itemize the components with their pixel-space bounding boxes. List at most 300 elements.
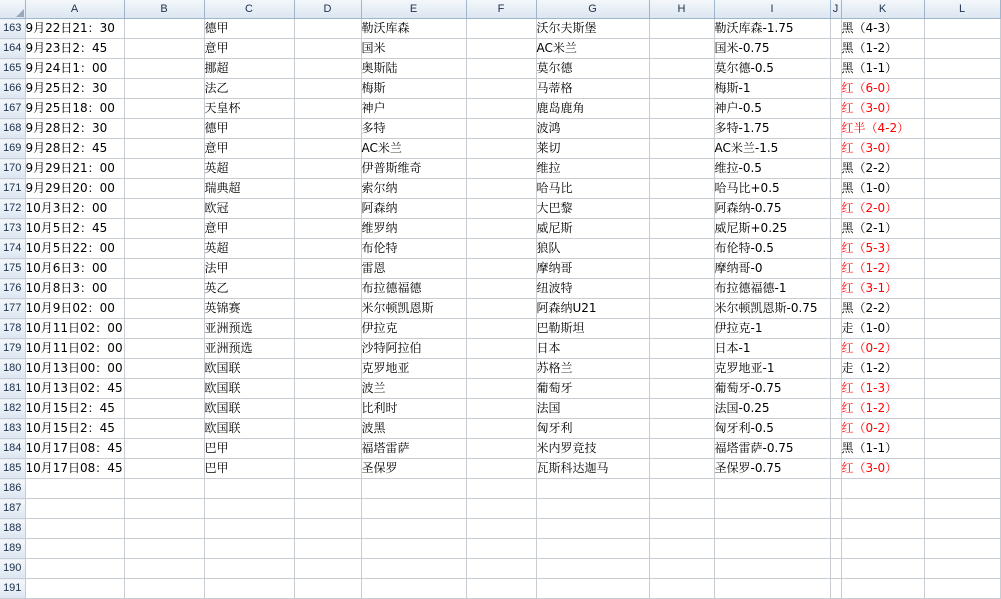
cell-C181[interactable]: 欧国联	[204, 379, 294, 399]
cell-F165[interactable]	[466, 59, 536, 79]
cell-H186[interactable]	[649, 479, 714, 499]
cell-K191[interactable]	[841, 579, 924, 599]
cell-A188[interactable]	[25, 519, 124, 539]
cell-B183[interactable]	[124, 419, 204, 439]
cell-F181[interactable]	[466, 379, 536, 399]
cell-E190[interactable]	[361, 559, 466, 579]
cell-D180[interactable]	[294, 359, 361, 379]
cell-F173[interactable]	[466, 219, 536, 239]
cell-C186[interactable]	[204, 479, 294, 499]
cell-A173[interactable]: 10月5日2：45	[25, 219, 124, 239]
cell-H189[interactable]	[649, 539, 714, 559]
cell-J168[interactable]	[830, 119, 841, 139]
cell-J174[interactable]	[830, 239, 841, 259]
cell-D169[interactable]	[294, 139, 361, 159]
cell-G182[interactable]: 法国	[536, 399, 649, 419]
cell-G172[interactable]: 大巴黎	[536, 199, 649, 219]
cell-L184[interactable]	[924, 439, 1000, 459]
cell-G166[interactable]: 马蒂格	[536, 79, 649, 99]
select-all-corner[interactable]	[0, 0, 25, 19]
cell-K185[interactable]: 红（3-0）	[841, 459, 924, 479]
cell-E178[interactable]: 伊拉克	[361, 319, 466, 339]
cell-G171[interactable]: 哈马比	[536, 179, 649, 199]
cell-F177[interactable]	[466, 299, 536, 319]
cell-H187[interactable]	[649, 499, 714, 519]
cell-E181[interactable]: 波兰	[361, 379, 466, 399]
cell-I187[interactable]	[714, 499, 830, 519]
cell-D171[interactable]	[294, 179, 361, 199]
cell-D178[interactable]	[294, 319, 361, 339]
cell-A179[interactable]: 10月11日02：00	[25, 339, 124, 359]
row-header[interactable]: 181	[0, 379, 25, 399]
cell-B191[interactable]	[124, 579, 204, 599]
cell-E188[interactable]	[361, 519, 466, 539]
table-row[interactable]	[0, 139, 1000, 159]
column-header-G[interactable]: G	[536, 0, 649, 19]
table-row[interactable]	[0, 419, 1000, 439]
cell-A163[interactable]: 9月22日21：30	[25, 19, 124, 39]
cell-C167[interactable]: 天皇杯	[204, 99, 294, 119]
cell-J164[interactable]	[830, 39, 841, 59]
table-row[interactable]	[0, 119, 1000, 139]
cell-E180[interactable]: 克罗地亚	[361, 359, 466, 379]
cell-G169[interactable]: 莱切	[536, 139, 649, 159]
cell-F183[interactable]	[466, 419, 536, 439]
cell-D188[interactable]	[294, 519, 361, 539]
table-row[interactable]	[0, 399, 1000, 419]
cell-A174[interactable]: 10月5日22：00	[25, 239, 124, 259]
cell-A185[interactable]: 10月17日08：45	[25, 459, 124, 479]
cell-G183[interactable]: 匈牙利	[536, 419, 649, 439]
cell-B186[interactable]	[124, 479, 204, 499]
cell-F182[interactable]	[466, 399, 536, 419]
cell-E184[interactable]: 福塔雷萨	[361, 439, 466, 459]
cell-E172[interactable]: 阿森纳	[361, 199, 466, 219]
cell-F169[interactable]	[466, 139, 536, 159]
table-row[interactable]	[0, 539, 1000, 559]
cell-C180[interactable]: 欧国联	[204, 359, 294, 379]
cell-C187[interactable]	[204, 499, 294, 519]
row-header[interactable]: 180	[0, 359, 25, 379]
cell-K174[interactable]: 红（5-3）	[841, 239, 924, 259]
row-header[interactable]: 186	[0, 479, 25, 499]
cell-A191[interactable]	[25, 579, 124, 599]
cell-G165[interactable]: 莫尔德	[536, 59, 649, 79]
cell-L178[interactable]	[924, 319, 1000, 339]
cell-G173[interactable]: 威尼斯	[536, 219, 649, 239]
cell-G177[interactable]: 阿森纳U21	[536, 299, 649, 319]
cell-C178[interactable]: 亚洲预选	[204, 319, 294, 339]
cell-K171[interactable]: 黑（1-0）	[841, 179, 924, 199]
cell-C184[interactable]: 巴甲	[204, 439, 294, 459]
cell-J178[interactable]	[830, 319, 841, 339]
cell-I179[interactable]: 日本-1	[714, 339, 830, 359]
cell-E163[interactable]: 勒沃库森	[361, 19, 466, 39]
cell-E186[interactable]	[361, 479, 466, 499]
cell-L170[interactable]	[924, 159, 1000, 179]
cell-D183[interactable]	[294, 419, 361, 439]
column-header-J[interactable]: J	[830, 0, 841, 19]
cell-H177[interactable]	[649, 299, 714, 319]
row-header[interactable]: 174	[0, 239, 25, 259]
cell-D166[interactable]	[294, 79, 361, 99]
row-header[interactable]: 184	[0, 439, 25, 459]
cell-B182[interactable]	[124, 399, 204, 419]
cell-C172[interactable]: 欧冠	[204, 199, 294, 219]
cell-J189[interactable]	[830, 539, 841, 559]
row-header[interactable]: 189	[0, 539, 25, 559]
row-header[interactable]: 170	[0, 159, 25, 179]
cell-J177[interactable]	[830, 299, 841, 319]
row-header[interactable]: 163	[0, 19, 25, 39]
cell-A183[interactable]: 10月15日2：45	[25, 419, 124, 439]
cell-L191[interactable]	[924, 579, 1000, 599]
cell-L181[interactable]	[924, 379, 1000, 399]
cell-I180[interactable]: 克罗地亚-1	[714, 359, 830, 379]
cell-J183[interactable]	[830, 419, 841, 439]
cell-E177[interactable]: 米尔顿凯恩斯	[361, 299, 466, 319]
cell-F172[interactable]	[466, 199, 536, 219]
cell-F164[interactable]	[466, 39, 536, 59]
cell-F178[interactable]	[466, 319, 536, 339]
cell-E169[interactable]: AC米兰	[361, 139, 466, 159]
cell-G170[interactable]: 维拉	[536, 159, 649, 179]
cell-A181[interactable]: 10月13日02：45	[25, 379, 124, 399]
cell-D168[interactable]	[294, 119, 361, 139]
cell-K175[interactable]: 红（1-2）	[841, 259, 924, 279]
cell-J173[interactable]	[830, 219, 841, 239]
cell-F185[interactable]	[466, 459, 536, 479]
table-row[interactable]	[0, 79, 1000, 99]
cell-H179[interactable]	[649, 339, 714, 359]
cell-H164[interactable]	[649, 39, 714, 59]
cell-D167[interactable]	[294, 99, 361, 119]
row-header[interactable]: 183	[0, 419, 25, 439]
cell-C185[interactable]: 巴甲	[204, 459, 294, 479]
table-row[interactable]	[0, 179, 1000, 199]
cell-E176[interactable]: 布拉德福德	[361, 279, 466, 299]
cell-C168[interactable]: 德甲	[204, 119, 294, 139]
cell-D189[interactable]	[294, 539, 361, 559]
column-header-C[interactable]: C	[204, 0, 294, 19]
cell-B171[interactable]	[124, 179, 204, 199]
cell-C173[interactable]: 意甲	[204, 219, 294, 239]
cell-E164[interactable]: 国米	[361, 39, 466, 59]
cell-J167[interactable]	[830, 99, 841, 119]
cell-E165[interactable]: 奥斯陆	[361, 59, 466, 79]
cell-J166[interactable]	[830, 79, 841, 99]
cell-C177[interactable]: 英锦赛	[204, 299, 294, 319]
cell-I188[interactable]	[714, 519, 830, 539]
cell-A172[interactable]: 10月3日2：00	[25, 199, 124, 219]
cell-J187[interactable]	[830, 499, 841, 519]
cell-F171[interactable]	[466, 179, 536, 199]
cell-J176[interactable]	[830, 279, 841, 299]
cell-G181[interactable]: 葡萄牙	[536, 379, 649, 399]
cell-D181[interactable]	[294, 379, 361, 399]
row-header[interactable]: 187	[0, 499, 25, 519]
cell-C163[interactable]: 德甲	[204, 19, 294, 39]
cell-G174[interactable]: 狼队	[536, 239, 649, 259]
cell-J169[interactable]	[830, 139, 841, 159]
table-row[interactable]	[0, 39, 1000, 59]
cell-H178[interactable]	[649, 319, 714, 339]
cell-L177[interactable]	[924, 299, 1000, 319]
cell-I178[interactable]: 伊拉克-1	[714, 319, 830, 339]
cell-E175[interactable]: 雷恩	[361, 259, 466, 279]
cell-K164[interactable]: 黑（1-2）	[841, 39, 924, 59]
column-header-E[interactable]: E	[361, 0, 466, 19]
cell-J172[interactable]	[830, 199, 841, 219]
cell-B181[interactable]	[124, 379, 204, 399]
cell-K167[interactable]: 红（3-0）	[841, 99, 924, 119]
cell-H171[interactable]	[649, 179, 714, 199]
cell-C188[interactable]	[204, 519, 294, 539]
cell-G191[interactable]	[536, 579, 649, 599]
column-header-H[interactable]: H	[649, 0, 714, 19]
cell-L187[interactable]	[924, 499, 1000, 519]
cell-C166[interactable]: 法乙	[204, 79, 294, 99]
cell-B190[interactable]	[124, 559, 204, 579]
cell-H168[interactable]	[649, 119, 714, 139]
cell-F170[interactable]	[466, 159, 536, 179]
cell-G185[interactable]: 瓦斯科达迦马	[536, 459, 649, 479]
cell-H184[interactable]	[649, 439, 714, 459]
cell-C183[interactable]: 欧国联	[204, 419, 294, 439]
cell-D170[interactable]	[294, 159, 361, 179]
row-header[interactable]: 188	[0, 519, 25, 539]
cell-B187[interactable]	[124, 499, 204, 519]
cell-K189[interactable]	[841, 539, 924, 559]
cell-B172[interactable]	[124, 199, 204, 219]
cell-L163[interactable]	[924, 19, 1000, 39]
cell-L183[interactable]	[924, 419, 1000, 439]
cell-L175[interactable]	[924, 259, 1000, 279]
cell-E179[interactable]: 沙特阿拉伯	[361, 339, 466, 359]
cell-L188[interactable]	[924, 519, 1000, 539]
cell-K172[interactable]: 红（2-0）	[841, 199, 924, 219]
cell-L168[interactable]	[924, 119, 1000, 139]
cell-I184[interactable]: 福塔雷萨-0.75	[714, 439, 830, 459]
table-row[interactable]	[0, 379, 1000, 399]
cell-H167[interactable]	[649, 99, 714, 119]
cell-B185[interactable]	[124, 459, 204, 479]
cell-C191[interactable]	[204, 579, 294, 599]
cell-K170[interactable]: 黑（2-2）	[841, 159, 924, 179]
cell-I186[interactable]	[714, 479, 830, 499]
cell-K182[interactable]: 红（1-2）	[841, 399, 924, 419]
cell-G184[interactable]: 米内罗竞技	[536, 439, 649, 459]
cell-B189[interactable]	[124, 539, 204, 559]
cell-D172[interactable]	[294, 199, 361, 219]
table-row[interactable]	[0, 559, 1000, 579]
table-row[interactable]	[0, 459, 1000, 479]
cell-D176[interactable]	[294, 279, 361, 299]
cell-B176[interactable]	[124, 279, 204, 299]
table-row[interactable]	[0, 339, 1000, 359]
cell-C179[interactable]: 亚洲预选	[204, 339, 294, 359]
cell-G163[interactable]: 沃尔夫斯堡	[536, 19, 649, 39]
cell-F166[interactable]	[466, 79, 536, 99]
cell-G189[interactable]	[536, 539, 649, 559]
row-header[interactable]: 191	[0, 579, 25, 599]
cell-L179[interactable]	[924, 339, 1000, 359]
cell-G179[interactable]: 日本	[536, 339, 649, 359]
cell-J180[interactable]	[830, 359, 841, 379]
cell-G175[interactable]: 摩纳哥	[536, 259, 649, 279]
cell-K176[interactable]: 红（3-1）	[841, 279, 924, 299]
cell-B163[interactable]	[124, 19, 204, 39]
cell-G164[interactable]: AC米兰	[536, 39, 649, 59]
cell-C164[interactable]: 意甲	[204, 39, 294, 59]
cell-A167[interactable]: 9月25日18：00	[25, 99, 124, 119]
row-header[interactable]: 172	[0, 199, 25, 219]
cell-H180[interactable]	[649, 359, 714, 379]
cell-F167[interactable]	[466, 99, 536, 119]
cell-B177[interactable]	[124, 299, 204, 319]
cell-I174[interactable]: 布伦特-0.5	[714, 239, 830, 259]
cell-H166[interactable]	[649, 79, 714, 99]
cell-A166[interactable]: 9月25日2：30	[25, 79, 124, 99]
column-header-F[interactable]: F	[466, 0, 536, 19]
cell-H185[interactable]	[649, 459, 714, 479]
cell-E168[interactable]: 多特	[361, 119, 466, 139]
cell-B174[interactable]	[124, 239, 204, 259]
cell-D190[interactable]	[294, 559, 361, 579]
column-header-I[interactable]: I	[714, 0, 830, 19]
cell-I175[interactable]: 摩纳哥-0	[714, 259, 830, 279]
cell-I189[interactable]	[714, 539, 830, 559]
cell-H163[interactable]	[649, 19, 714, 39]
cell-C171[interactable]: 瑞典超	[204, 179, 294, 199]
cell-J163[interactable]	[830, 19, 841, 39]
cell-H175[interactable]	[649, 259, 714, 279]
row-header[interactable]: 173	[0, 219, 25, 239]
cell-B178[interactable]	[124, 319, 204, 339]
cell-A170[interactable]: 9月29日21：00	[25, 159, 124, 179]
table-row[interactable]	[0, 359, 1000, 379]
cell-L186[interactable]	[924, 479, 1000, 499]
cell-E189[interactable]	[361, 539, 466, 559]
cell-F190[interactable]	[466, 559, 536, 579]
cell-I177[interactable]: 米尔顿凯恩斯-0.75	[714, 299, 830, 319]
cell-H176[interactable]	[649, 279, 714, 299]
cell-E174[interactable]: 布伦特	[361, 239, 466, 259]
cell-F186[interactable]	[466, 479, 536, 499]
table-row[interactable]	[0, 499, 1000, 519]
cell-L164[interactable]	[924, 39, 1000, 59]
cell-A176[interactable]: 10月8日3：00	[25, 279, 124, 299]
cell-F174[interactable]	[466, 239, 536, 259]
cell-C175[interactable]: 法甲	[204, 259, 294, 279]
cell-A165[interactable]: 9月24日1：00	[25, 59, 124, 79]
cell-E171[interactable]: 索尔纳	[361, 179, 466, 199]
cell-B169[interactable]	[124, 139, 204, 159]
cell-L180[interactable]	[924, 359, 1000, 379]
cell-K180[interactable]: 走（1-2）	[841, 359, 924, 379]
cell-H183[interactable]	[649, 419, 714, 439]
cell-F191[interactable]	[466, 579, 536, 599]
cell-L172[interactable]	[924, 199, 1000, 219]
row-header[interactable]: 166	[0, 79, 25, 99]
table-row[interactable]	[0, 259, 1000, 279]
cell-K173[interactable]: 黑（2-1）	[841, 219, 924, 239]
cell-K187[interactable]	[841, 499, 924, 519]
cell-D174[interactable]	[294, 239, 361, 259]
row-header[interactable]: 164	[0, 39, 25, 59]
cell-G188[interactable]	[536, 519, 649, 539]
cell-L167[interactable]	[924, 99, 1000, 119]
cell-B165[interactable]	[124, 59, 204, 79]
row-header[interactable]: 177	[0, 299, 25, 319]
cell-K181[interactable]: 红（1-3）	[841, 379, 924, 399]
cell-G176[interactable]: 纽波特	[536, 279, 649, 299]
column-header-K[interactable]: K	[841, 0, 924, 19]
cell-J188[interactable]	[830, 519, 841, 539]
row-header[interactable]: 168	[0, 119, 25, 139]
cell-A180[interactable]: 10月13日00：00	[25, 359, 124, 379]
cell-J179[interactable]	[830, 339, 841, 359]
cell-L173[interactable]	[924, 219, 1000, 239]
cell-F176[interactable]	[466, 279, 536, 299]
cell-G178[interactable]: 巴勒斯坦	[536, 319, 649, 339]
table-row[interactable]	[0, 579, 1000, 599]
cell-D185[interactable]	[294, 459, 361, 479]
cell-C190[interactable]	[204, 559, 294, 579]
cell-K163[interactable]: 黑（4-3）	[841, 19, 924, 39]
cell-I176[interactable]: 布拉德福德-1	[714, 279, 830, 299]
cell-B188[interactable]	[124, 519, 204, 539]
cell-J175[interactable]	[830, 259, 841, 279]
cell-L176[interactable]	[924, 279, 1000, 299]
cell-J165[interactable]	[830, 59, 841, 79]
cell-L182[interactable]	[924, 399, 1000, 419]
cell-H190[interactable]	[649, 559, 714, 579]
cell-A168[interactable]: 9月28日2：30	[25, 119, 124, 139]
cell-I168[interactable]: 多特-1.75	[714, 119, 830, 139]
cell-I164[interactable]: 国米-0.75	[714, 39, 830, 59]
cell-K168[interactable]: 红半（4-2）	[841, 119, 924, 139]
cell-A182[interactable]: 10月15日2：45	[25, 399, 124, 419]
row-header[interactable]: 179	[0, 339, 25, 359]
cell-A190[interactable]	[25, 559, 124, 579]
column-header-B[interactable]: B	[124, 0, 204, 19]
table-row[interactable]	[0, 279, 1000, 299]
cell-L190[interactable]	[924, 559, 1000, 579]
table-row[interactable]	[0, 159, 1000, 179]
cell-A175[interactable]: 10月6日3：00	[25, 259, 124, 279]
cell-B184[interactable]	[124, 439, 204, 459]
cell-F179[interactable]	[466, 339, 536, 359]
cell-B179[interactable]	[124, 339, 204, 359]
cell-H173[interactable]	[649, 219, 714, 239]
table-row[interactable]	[0, 99, 1000, 119]
cell-E187[interactable]	[361, 499, 466, 519]
cell-E191[interactable]	[361, 579, 466, 599]
row-header[interactable]: 171	[0, 179, 25, 199]
cell-K165[interactable]: 黑（1-1）	[841, 59, 924, 79]
cell-H169[interactable]	[649, 139, 714, 159]
cell-J171[interactable]	[830, 179, 841, 199]
cell-F189[interactable]	[466, 539, 536, 559]
cell-H165[interactable]	[649, 59, 714, 79]
cell-I185[interactable]: 圣保罗-0.75	[714, 459, 830, 479]
cell-G180[interactable]: 苏格兰	[536, 359, 649, 379]
cell-B170[interactable]	[124, 159, 204, 179]
cell-A178[interactable]: 10月11日02：00	[25, 319, 124, 339]
table-row[interactable]	[0, 479, 1000, 499]
cell-G190[interactable]	[536, 559, 649, 579]
